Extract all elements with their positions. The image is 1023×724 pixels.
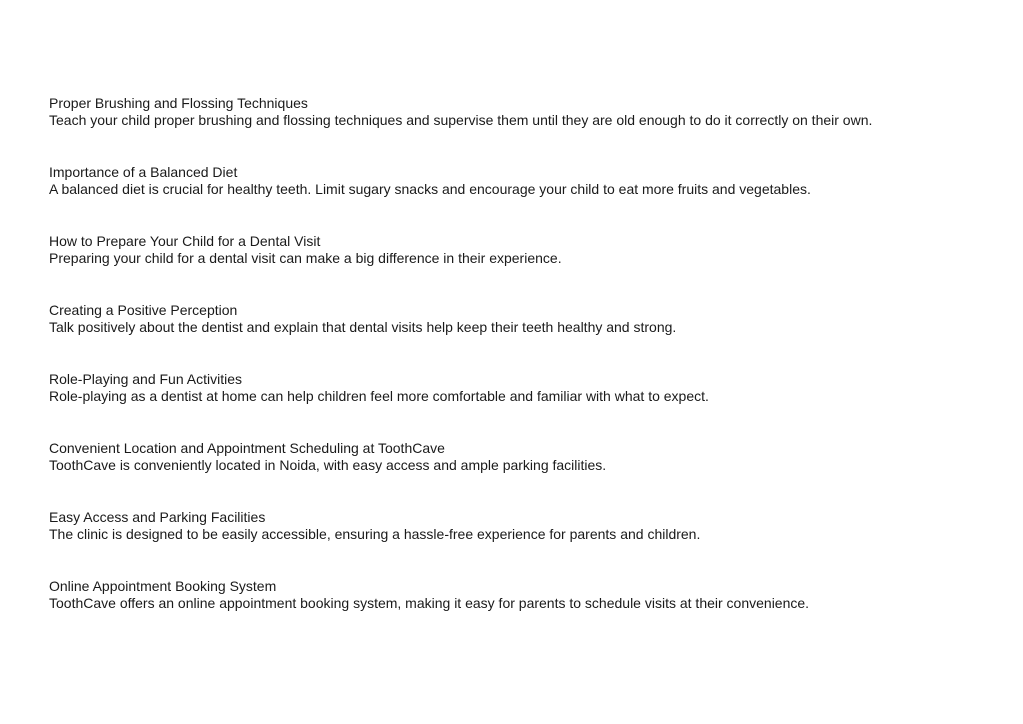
- section-title: Online Appointment Booking System: [49, 578, 277, 594]
- section-body: Talk positively about the dentist and explain that dental visits help keep their teeth healthy and strong.: [49, 319, 677, 335]
- section-body: A balanced diet is crucial for healthy teeth. Limit sugary snacks and encourage your child to eat more fruits and vegetables.: [49, 181, 811, 197]
- section-prepare-dental-visit: [49, 233, 999, 267]
- section-body: Role-playing as a dentist at home can help children feel more comfortable and familiar with what to expect.: [49, 388, 709, 404]
- section-title: Creating a Positive Perception: [49, 302, 238, 318]
- section-title: Convenient Location and Appointment Scheduling at ToothCave: [49, 440, 445, 456]
- section-positive-perception: [49, 302, 999, 336]
- section-body: ToothCave is conveniently located in Noida, with easy access and ample parking facilities.: [49, 457, 607, 473]
- section-body: Preparing your child for a dental visit can make a big difference in their experience.: [49, 250, 562, 266]
- section-title: Importance of a Balanced Diet: [49, 164, 238, 180]
- section-body: ToothCave offers an online appointment booking system, making it easy for parents to schedule visits at their convenience.: [49, 595, 810, 611]
- section-access-parking: [49, 509, 999, 543]
- section-brushing-flossing: [49, 95, 999, 129]
- section-body: Teach your child proper brushing and flossing techniques and supervise them until they are old enough to do it correctly on their own.: [49, 112, 873, 128]
- section-online-booking: [49, 578, 999, 612]
- section-title: How to Prepare Your Child for a Dental Visit: [49, 233, 321, 249]
- section-title: Proper Brushing and Flossing Techniques: [49, 95, 308, 111]
- section-title: Role-Playing and Fun Activities: [49, 371, 242, 387]
- section-body: The clinic is designed to be easily accessible, ensuring a hassle-free experience for parents and children.: [49, 526, 701, 542]
- section-location-scheduling: [49, 440, 999, 474]
- section-role-playing: [49, 371, 999, 405]
- section-balanced-diet: [49, 164, 999, 198]
- section-title: Easy Access and Parking Facilities: [49, 509, 266, 525]
- document-content: [49, 95, 999, 647]
